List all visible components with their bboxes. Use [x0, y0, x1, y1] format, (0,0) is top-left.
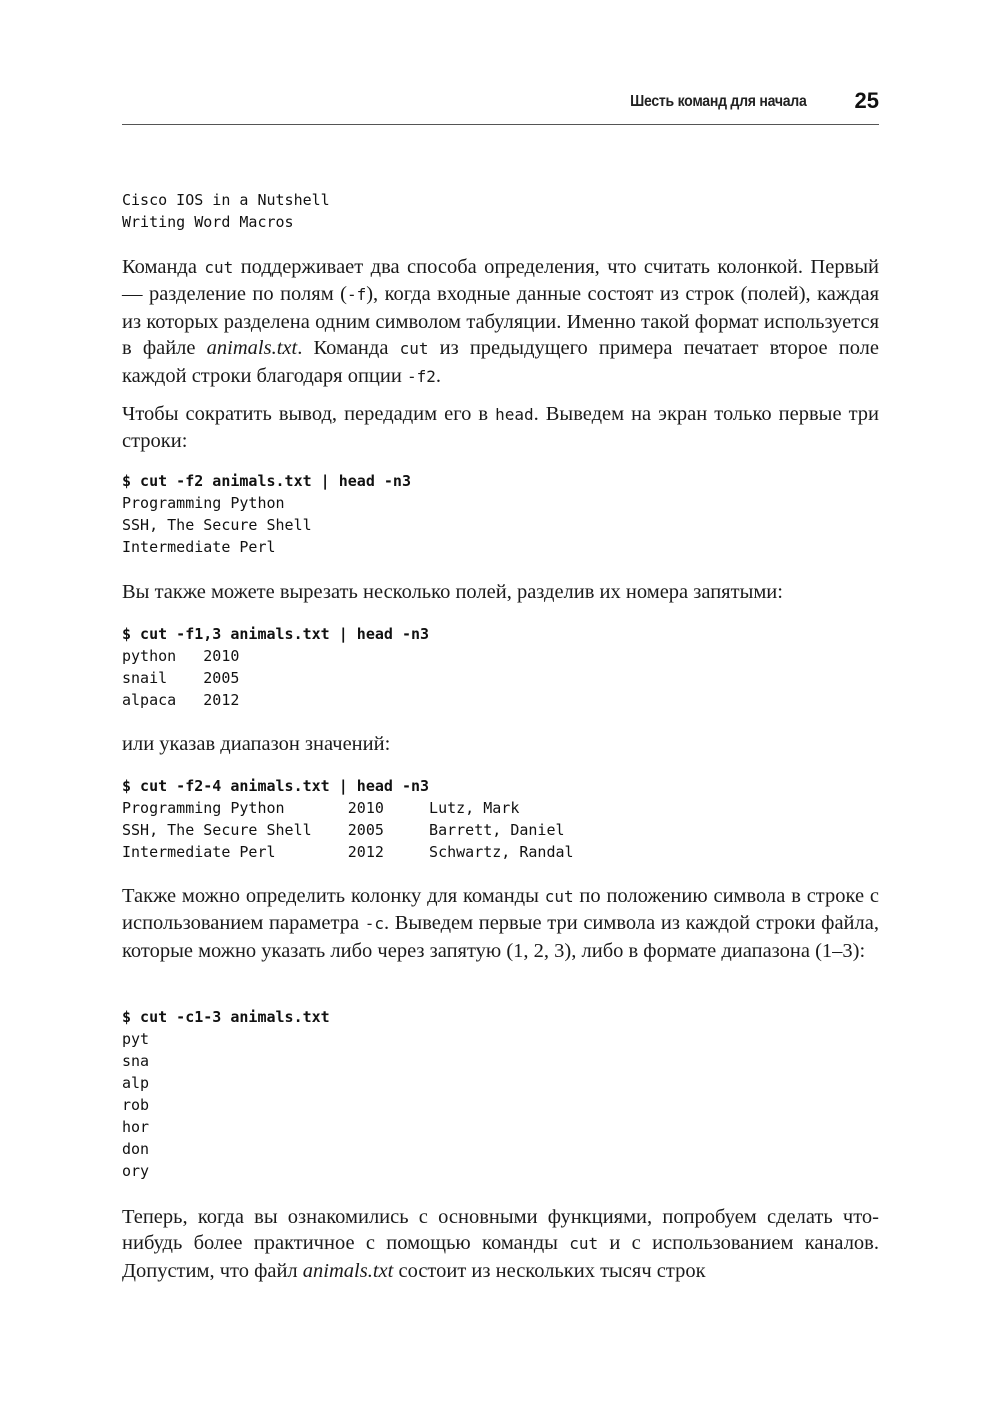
running-header [122, 86, 879, 125]
inline-code: -f [346, 285, 367, 305]
code-block-5 [122, 1006, 879, 1182]
running-title: Шесть команд для начала [630, 93, 807, 110]
inline-code: cut [399, 339, 429, 359]
code-line: snail 2005 [122, 669, 240, 687]
code-line: Cisco IOS in a Nutshell [122, 191, 330, 209]
code-line: Writing Word Macros [122, 213, 294, 231]
code-line: Programming Python [122, 494, 285, 512]
inline-code: cut [569, 1234, 599, 1254]
inline-code: head [495, 405, 534, 424]
code-line: pyt [122, 1030, 150, 1048]
filename: animals.txt [302, 1259, 394, 1282]
paragraph-1: Команда cut поддерживает два способа определения, что считать колонкой. Первый — разделение по полям (-f), когда входные данные состоят из строк (полей), каждая из которых разделена одним символом табуляции. Именно такой формат используется в файле animals.txt. Команда cut из предыдущего примера печатает второе поле каждой строки благодаря опции -f2. [122, 256, 879, 387]
code-line: hor [122, 1118, 150, 1136]
code-line: rob [122, 1096, 150, 1114]
paragraph-2: Чтобы сократить вывод, передадим его в head. Выведем на экран только первые три строки: [122, 403, 879, 453]
code-line: alp [122, 1074, 150, 1092]
code-line: Programming Python 2010 Lutz, Mark [122, 799, 520, 817]
code-line: ory [122, 1162, 150, 1180]
inline-code: cut [544, 887, 574, 906]
inline-code: -c [364, 914, 384, 934]
inline-code: cut [204, 258, 234, 277]
code-line: SSH, The Secure Shell 2005 Barrett, Daniel [122, 821, 565, 839]
paragraph-5: Также можно определить колонку для команды cut по положению символа в строке с использованием параметра -c. Выведем первые три символа из каждой строки файла, которые можно указать либо через запятую (1, 2, 3), либо в формате диапазона (1–3): [122, 885, 879, 962]
code-line: don [122, 1140, 150, 1158]
paragraph-6: Теперь, когда вы ознакомились с основными функциями, попробуем сделать что-нибудь более практичное с помощью команды cut и с использованием каналов. Допустим, что файл animals.txt состоит из нескольких тысяч строк [122, 1206, 879, 1282]
code-block-3 [122, 623, 879, 711]
command-line: $ cut -c1-3 animals.txt [122, 1008, 330, 1026]
code-line: Intermediate Perl [122, 538, 276, 556]
code-block-2 [122, 470, 879, 558]
code-line: sna [122, 1052, 150, 1070]
code-block-4 [122, 775, 879, 863]
paragraph-3: Вы также можете вырезать несколько полей, разделив их номера запятыми: [122, 581, 783, 603]
inline-code: -f2 [406, 366, 436, 386]
code-line: alpaca 2012 [122, 691, 240, 709]
command-line: $ cut -f2-4 animals.txt | head -n3 [122, 777, 430, 795]
page-number: 25 [854, 88, 879, 113]
code-line: SSH, The Secure Shell [122, 516, 312, 534]
command-line: $ cut -f1,3 animals.txt | head -n3 [122, 625, 430, 643]
code-block-output-1 [122, 189, 879, 233]
command-line: $ cut -f2 animals.txt | head -n3 [122, 472, 411, 490]
code-line: python 2010 [122, 647, 240, 665]
filename: animals.txt [206, 337, 298, 360]
code-line: Intermediate Perl 2012 Schwartz, Randal [122, 843, 574, 861]
paragraph-4: или указав диапазон значений: [122, 733, 391, 755]
